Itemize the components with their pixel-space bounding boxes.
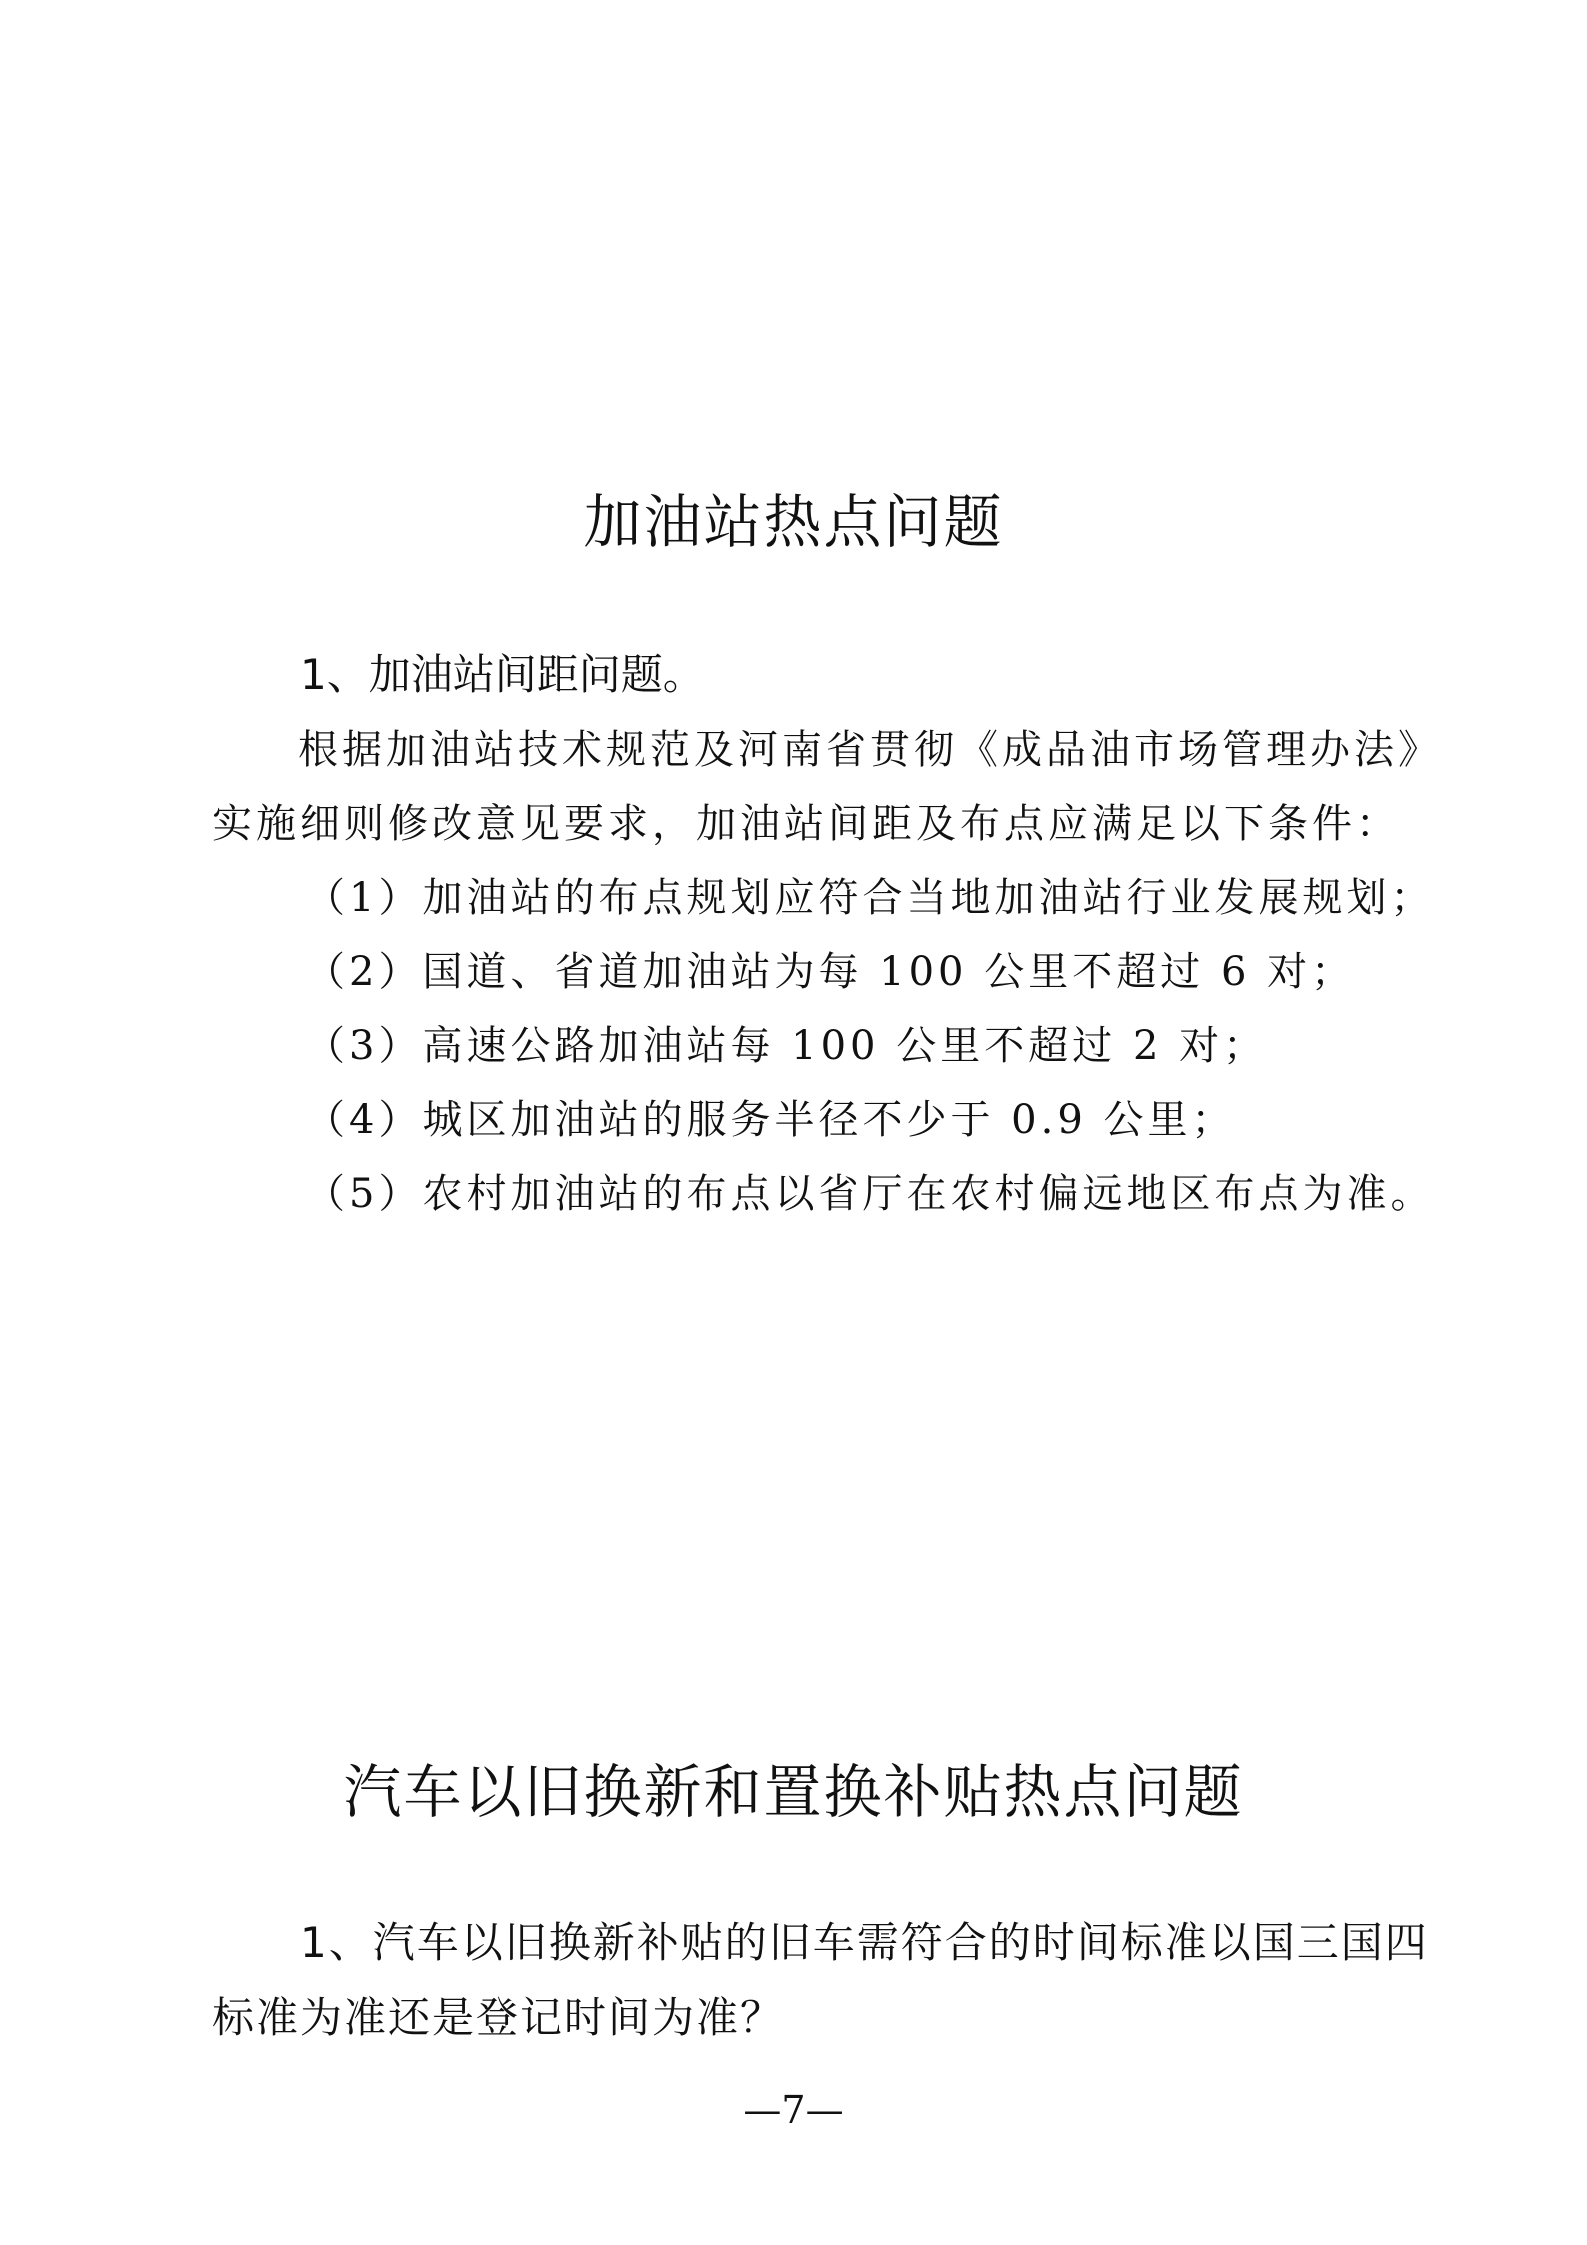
- page-number: —7—: [743, 2088, 844, 2132]
- condition-item-1: （1）加油站的布点规划应符合当地加油站行业发展规划；: [305, 875, 1435, 921]
- question-line-1: 1、汽车以旧换新补贴的旧车需符合的时间标准以国三国四: [300, 1918, 1429, 1967]
- condition-item-4: （4）城区加油站的服务半径不少于 0.9 公里；: [305, 1097, 1236, 1143]
- condition-item-5: （5）农村加油站的布点以省厅在农村偏远地区布点为准。: [305, 1171, 1435, 1217]
- paragraph-line-2: 实施细则修改意见要求，加油站间距及布点应满足以下条件：: [212, 801, 1400, 847]
- condition-item-3: （3）高速公路加油站每 100 公里不超过 2 对；: [305, 1023, 1268, 1069]
- section-title-gas-station: 加油站热点问题: [583, 488, 1004, 556]
- section-title-car-subsidy: 汽车以旧换新和置换补贴热点问题: [343, 1758, 1244, 1826]
- condition-item-2: （2）国道、省道加油站为每 100 公里不超过 6 对；: [305, 949, 1356, 995]
- question-line-2: 标准为准还是登记时间为准？: [212, 1993, 785, 2042]
- paragraph-line-1: 根据加油站技术规范及河南省贯彻《成品油市场管理办法》: [298, 727, 1442, 773]
- section-heading-spacing: 1、加油站间距问题。: [300, 650, 705, 699]
